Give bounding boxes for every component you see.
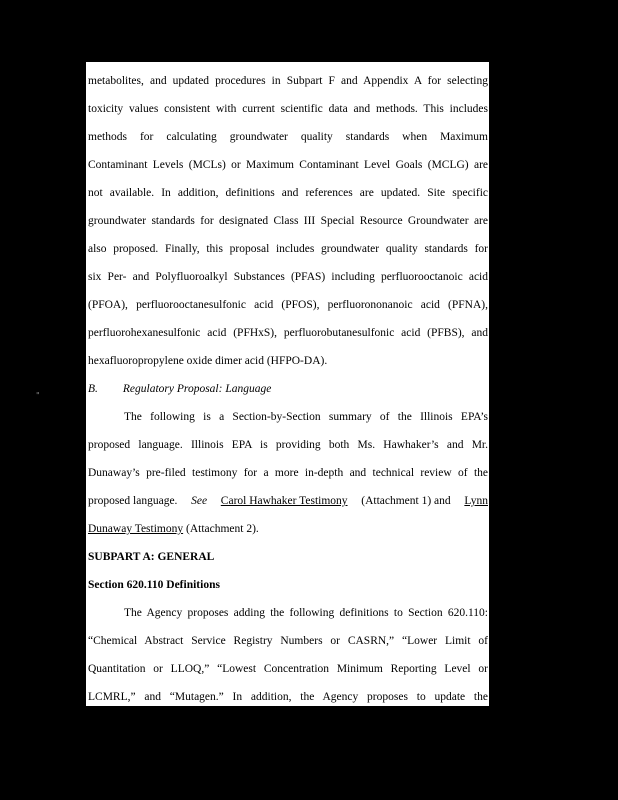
body-line-8: six Per- and Polyfluoroalkyl Substances (PFAS) including perfluorooctanoic acid [88, 271, 488, 283]
see-mid: (Attachment 1) and [361, 495, 451, 507]
document-page [86, 62, 489, 706]
section-b-letter: B. [88, 383, 98, 395]
see-signal: See [191, 495, 208, 507]
summary-line-1: The following is a Section-by-Section summary of the Illinois EPA’s [124, 411, 488, 423]
hawhaker-testimony-link[interactable]: Carol Hawhaker Testimony [220, 495, 348, 507]
body-line-2: toxicity values consistent with current scientific data and methods. This includes [88, 103, 488, 115]
see-line [88, 494, 488, 508]
section-b-title: Regulatory Proposal: Language [122, 383, 272, 395]
see-prefix: proposed language. [88, 495, 178, 507]
body-line-11: hexafluoropropylene oxide dimer acid (HFPO-DA). [88, 355, 328, 367]
definition-line-2: “Chemical Abstract Service Registry Numbers or CASRN,” “Lower Limit of [88, 635, 488, 647]
section-heading: Section 620.110 Definitions [88, 579, 220, 591]
definition-line-3: Quantitation or LLOQ,” “Lowest Concentration Minimum Reporting Level or [88, 663, 488, 675]
section-b-heading [88, 382, 488, 396]
dunaway-line [88, 522, 488, 536]
body-line-10: perfluorohexanesulfonic acid (PFHxS), perfluorobutanesulfonic acid (PFBS), and [88, 327, 488, 339]
summary-line-2: proposed language. Illinois EPA is providing both Ms. Hawhaker’s and Mr. [88, 439, 488, 451]
margin-mark: " [36, 391, 40, 400]
body-line-6: groundwater standards for designated Class III Special Resource Groundwater are [88, 215, 488, 227]
body-line-5: not available. In addition, definitions and references are updated. Site specific [88, 187, 488, 199]
definition-line-1: The Agency proposes adding the following definitions to Section 620.110: [124, 607, 488, 619]
definition-line-4: LCMRL,” and “Mutagen.” In addition, the Agency proposes to update the [88, 691, 488, 703]
body-line-9: (PFOA), perfluorooctanesulfonic acid (PFOS), perfluorononanoic acid (PFNA), [88, 299, 488, 311]
dunaway-testimony-link-part2[interactable]: Dunaway Testimony [88, 523, 184, 535]
dunaway-testimony-link-part1[interactable]: Lynn [464, 495, 488, 507]
summary-line-3: Dunaway’s pre-filed testimony for a more in-depth and technical review of the [88, 467, 488, 479]
subpart-heading: SUBPART A: GENERAL [88, 551, 215, 563]
body-line-3: methods for calculating groundwater quality standards when Maximum [88, 131, 488, 143]
body-line-4: Contaminant Levels (MCLs) or Maximum Contaminant Level Goals (MCLG) are [88, 159, 488, 171]
body-line-1: metabolites, and updated procedures in Subpart F and Appendix A for selecting [88, 75, 488, 87]
body-line-7: also proposed. Finally, this proposal includes groundwater quality standards for [88, 243, 488, 255]
dunaway-suffix: (Attachment 2). [183, 523, 259, 535]
